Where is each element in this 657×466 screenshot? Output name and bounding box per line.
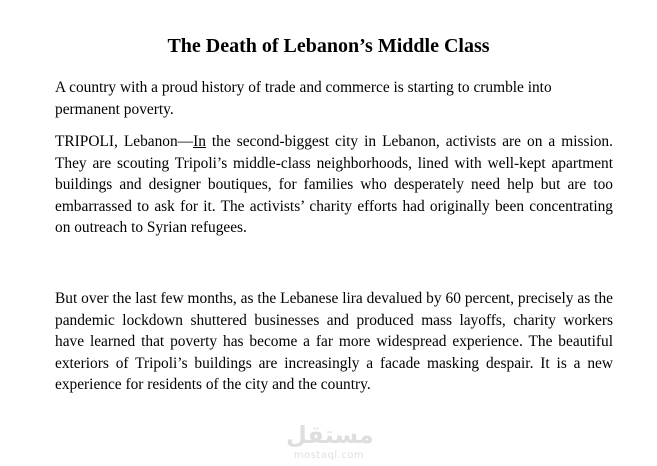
article-title: The Death of Lebanon’s Middle Class bbox=[167, 35, 490, 57]
paragraph-1-body: the second-biggest city in Lebanon, activists are on a mission. They are scouting Tripoli’s middle-class neighborhoods, lined with well-kept apartment buildings and designer boutiques, for families who desperately need help but are too embarrassed to ask for it. The activists’ charity efforts had originally been concentrating on outreach to Syrian refugees. bbox=[55, 133, 613, 237]
paragraph-1 bbox=[55, 131, 613, 239]
watermark-logo bbox=[286, 421, 372, 463]
watermark-latin: mostaql.com bbox=[293, 450, 365, 461]
article-subtitle: A country with a proud history of trade and commerce is starting to crumble into permanent poverty. bbox=[55, 79, 552, 118]
underlined-word: In bbox=[193, 133, 206, 150]
watermark-arabic: مستقل bbox=[286, 421, 374, 449]
dateline: TRIPOLI, Lebanon— bbox=[55, 133, 194, 150]
paragraph-2: But over the last few months, as the Lebanese lira devalued by 60 percent, precisely as the pandemic lockdown shuttered businesses and produced mass layoffs, charity workers have learned that poverty has become a far more widespread experience. The beautiful exteriors of Tripoli’s buildings are increasingly a facade masking despair. It is a new experience for residents of the city and the country. bbox=[55, 290, 613, 394]
